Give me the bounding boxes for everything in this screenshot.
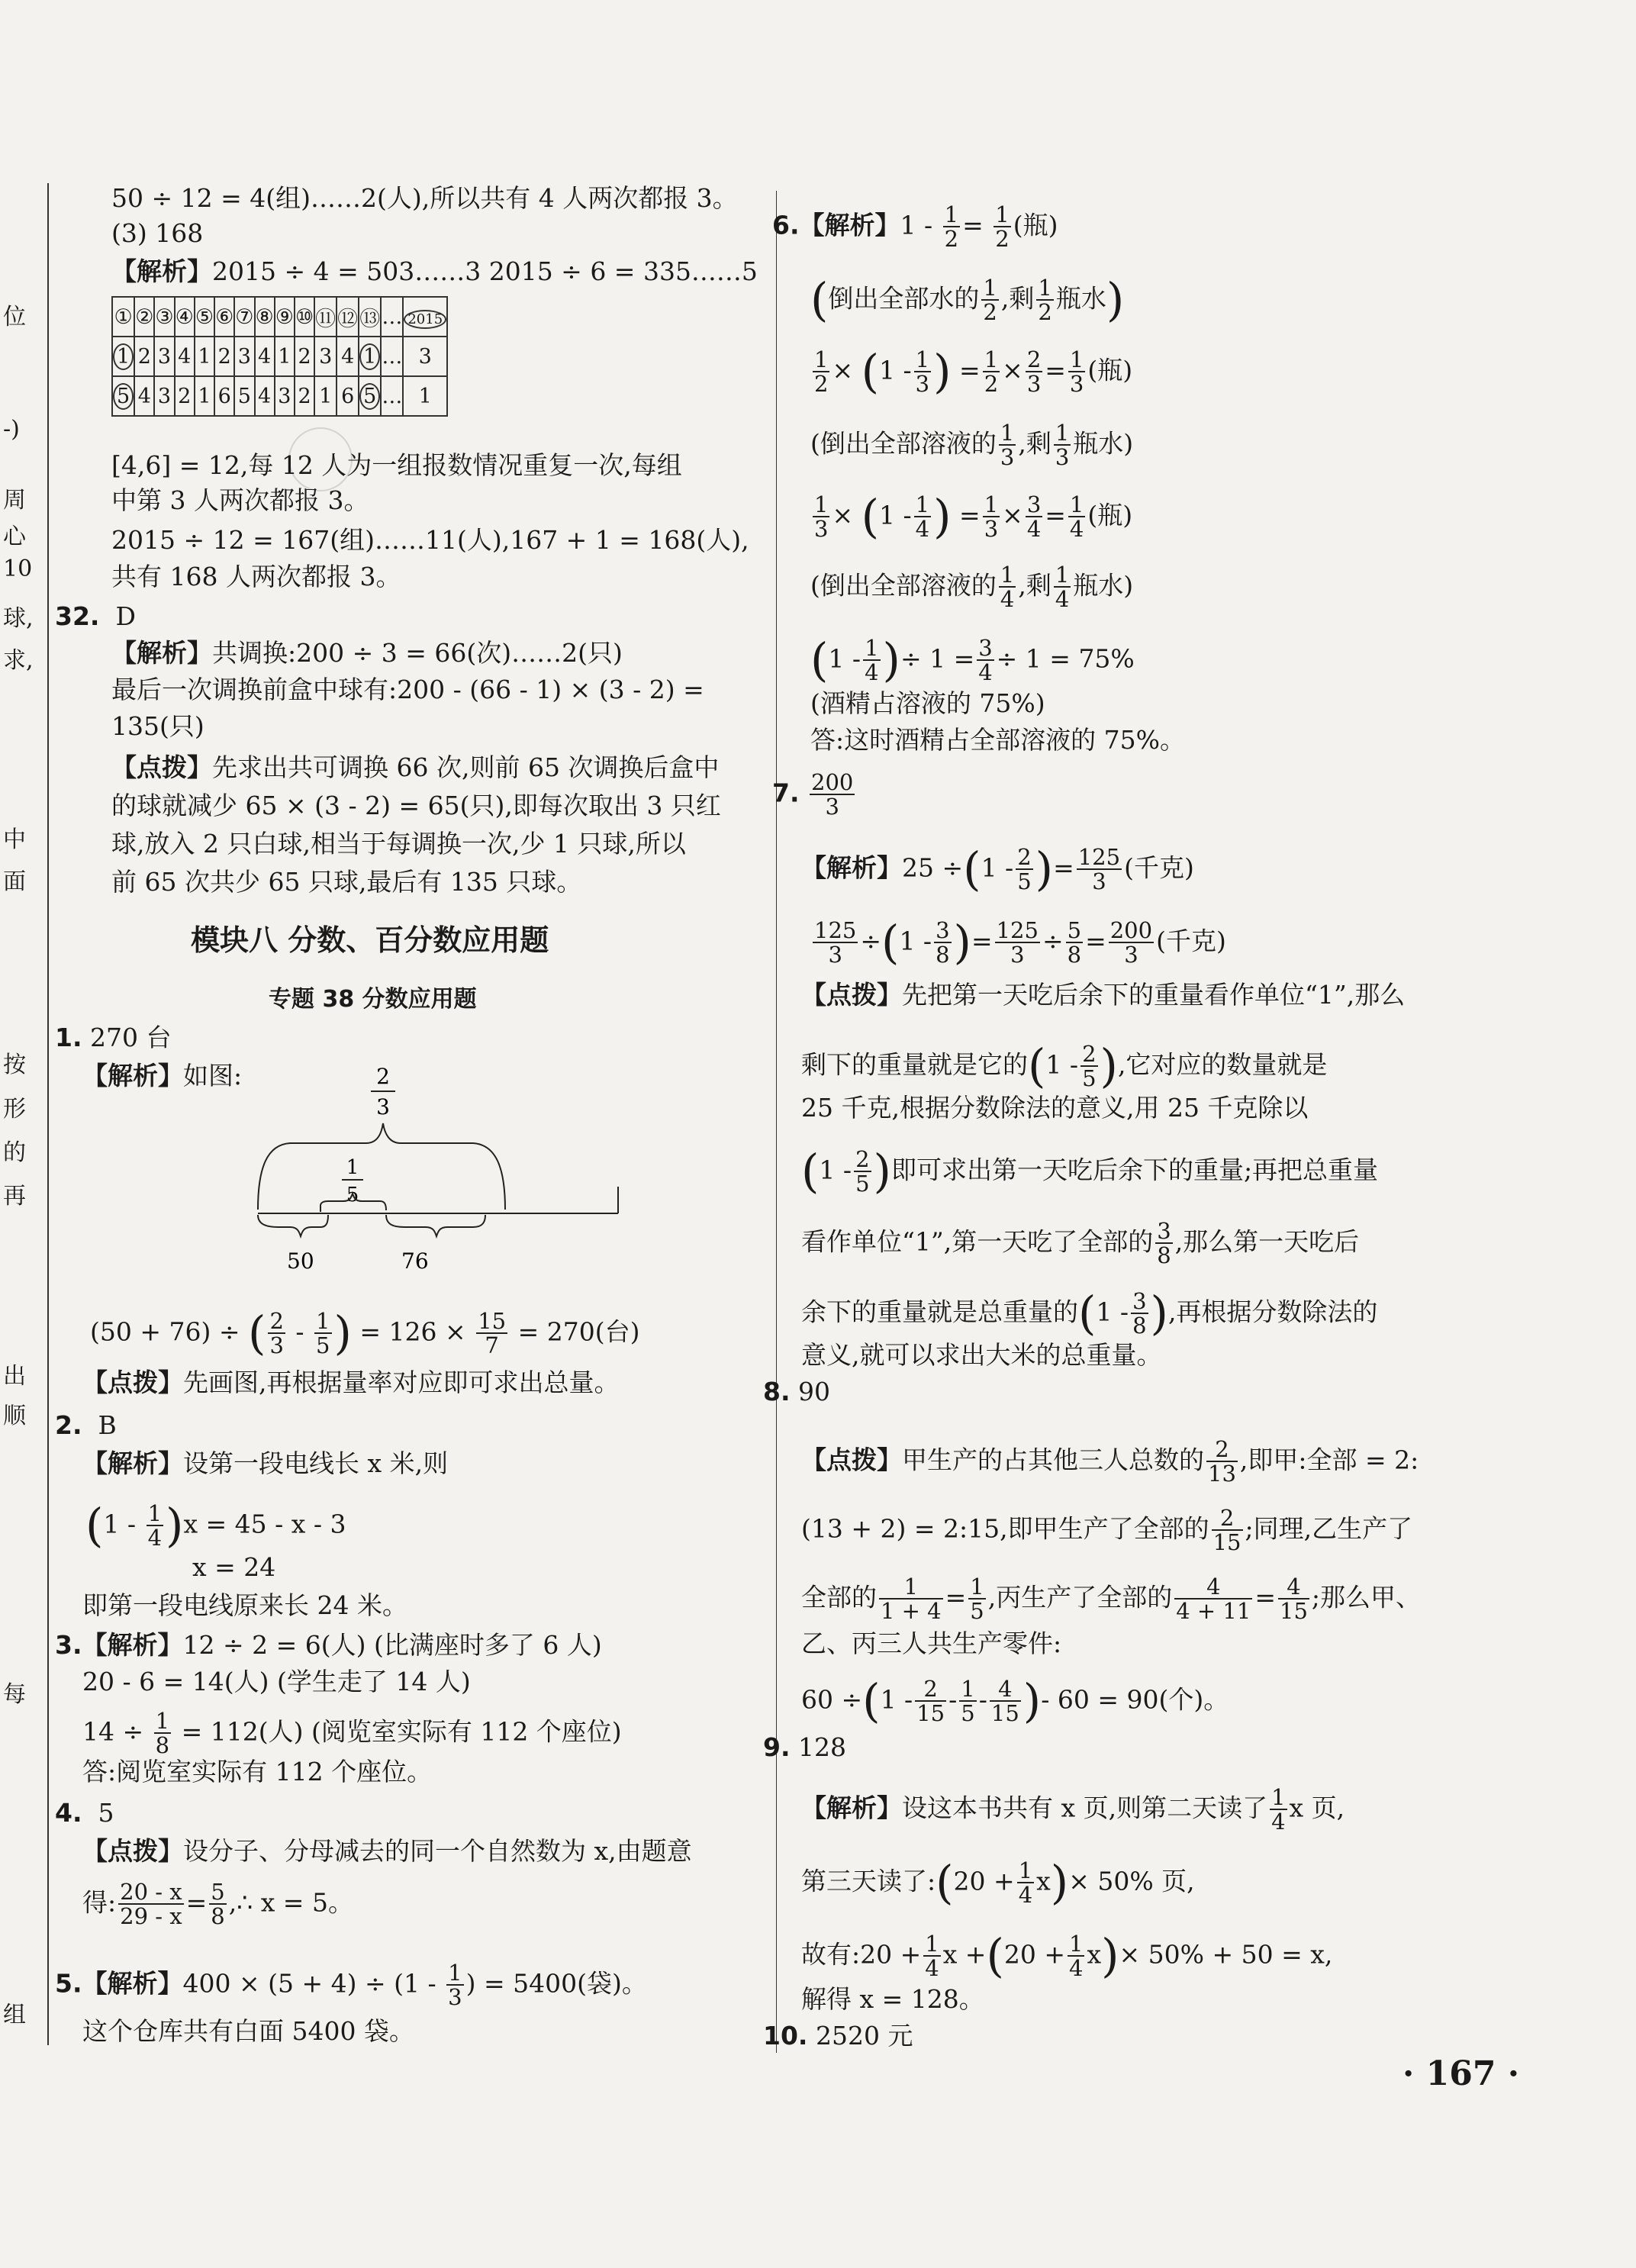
table-cell: 2 bbox=[134, 337, 154, 376]
table-cell: 3 bbox=[154, 376, 174, 416]
text-line: 25 千克,根据分数除法的意义,用 25 千克除以 bbox=[801, 1093, 1309, 1123]
table-cell: ④ bbox=[175, 297, 195, 337]
equation: 60 ÷(1 - $\frac{2}{15}$ - $\frac{1}{5}$ - $\frac{4}{15}$ )- 60 = 90(个)。 bbox=[801, 1674, 1229, 1728]
module-title: 模块八 分数、百分数应用题 bbox=[191, 923, 549, 957]
paren: ( bbox=[248, 1306, 266, 1361]
tag: 【解析】 bbox=[82, 1968, 183, 1999]
text-line: 乙、丙三人共生产零件: bbox=[801, 1629, 1062, 1658]
edge-text: 组 bbox=[3, 2002, 26, 2028]
table-cell: 1 bbox=[403, 376, 447, 416]
paren: ) bbox=[166, 1499, 184, 1553]
edge-text: 每 bbox=[3, 1681, 26, 1708]
table-cell: 4 bbox=[175, 337, 195, 376]
equation: $\frac{125}{3}$ ÷(1 - $\frac{3}{8}$ )= $\frac{125}{3}$ ÷ $\frac{5}{8}$ = $\frac{200}{3}$ (千克) bbox=[814, 916, 1226, 970]
equation: 剩下的重量就是它的(1 - $\frac{2}{5}$ ),它对应的数量就是 bbox=[801, 1039, 1328, 1094]
question-number: 4. bbox=[55, 1798, 82, 1828]
equation: 余下的重量就是总重量的(1 - $\frac{3}{8}$ ),再根据分数除法的 bbox=[801, 1287, 1378, 1341]
answer: 128 bbox=[798, 1732, 846, 1762]
text: 设分子、分母减去的同一个自然数为 x,由题意 bbox=[183, 1836, 692, 1866]
column-rule-left bbox=[47, 183, 49, 2045]
question-number: 32. bbox=[55, 601, 100, 631]
fraction: $\frac{1}{2}$ bbox=[995, 201, 1010, 253]
equation: 【解析】25 ÷(1 - $\frac{2}{5}$ )= $\frac{125}{3}$ (千克) bbox=[801, 842, 1194, 897]
eq-part: (50 + 76) ÷ bbox=[90, 1316, 240, 1347]
edge-text: 周 bbox=[3, 487, 26, 514]
paren: ( bbox=[85, 1499, 104, 1553]
text-line bbox=[111, 636, 623, 670]
fraction: $\frac{1}{2}$ bbox=[1038, 275, 1052, 326]
text: 共调换:200 ÷ 3 = 66(次)……2(只) bbox=[212, 638, 623, 668]
text-line: 中第 3 人两次都报 3。 bbox=[111, 485, 369, 515]
edge-text: 位 bbox=[3, 304, 26, 330]
tag: 【解析】 bbox=[82, 1630, 183, 1660]
text-line: 共有 168 人两次都报 3。 bbox=[111, 562, 401, 591]
question-3 bbox=[55, 1629, 602, 1662]
fraction: $\frac{1}{8}$ bbox=[155, 1708, 170, 1759]
table-cell: ② bbox=[134, 297, 154, 337]
label-50: 50 bbox=[287, 1248, 314, 1274]
eq-part: 1 - bbox=[103, 1509, 137, 1539]
text-line: 2015 ÷ 12 = 167(组)……11(人),167 + 1 = 168(人), bbox=[111, 525, 749, 555]
text-line bbox=[82, 1447, 448, 1480]
text-line: [4,6] = 12,每 12 人为一组报数情况重复一次,每组 bbox=[111, 450, 682, 480]
question-number: 9. bbox=[763, 1732, 791, 1762]
eq-part: = 270(台) bbox=[517, 1316, 640, 1347]
tag: 【点拨】 bbox=[801, 980, 902, 1010]
text-line: x = 24 bbox=[192, 1552, 276, 1582]
fraction-mid-numerator: 1 bbox=[346, 1156, 359, 1179]
eq-part: = 112(人) (阅览室实际有 112 个座位) bbox=[181, 1716, 622, 1747]
question-1 bbox=[55, 1021, 171, 1055]
fraction: $\frac{5}{8}$ bbox=[211, 1879, 225, 1930]
table-cell: 3 bbox=[275, 376, 295, 416]
tag: 【解析】 bbox=[799, 210, 900, 240]
fraction-top-denominator: 3 bbox=[376, 1094, 390, 1120]
table-cell: 1 bbox=[195, 376, 214, 416]
table-cell: 5 bbox=[234, 376, 254, 416]
eq-part: = bbox=[185, 1887, 208, 1918]
text-line: 解得 x = 128。 bbox=[801, 1984, 984, 2014]
answer: 5 bbox=[98, 1798, 114, 1828]
line-segment-diagram bbox=[244, 1053, 641, 1297]
table-cell: ⑧ bbox=[255, 297, 275, 337]
text: 先画图,再根据量率对应即可求出总量。 bbox=[183, 1368, 620, 1397]
question-2 bbox=[55, 1409, 117, 1442]
fraction: $\frac{15}{7}$ bbox=[478, 1308, 507, 1359]
table-cell: 4 bbox=[134, 376, 154, 416]
edge-text: 10 bbox=[3, 556, 33, 582]
edge-text: 再 bbox=[3, 1183, 26, 1210]
equation: $\frac{1}{3}$ × (1 - $\frac{1}{4}$ ) = $\frac{1}{3}$ × $\frac{3}{4}$ = $\frac{1}{4}$ (瓶) bbox=[814, 490, 1133, 544]
equation bbox=[90, 1306, 640, 1361]
question-9 bbox=[763, 1731, 846, 1764]
page-number: · 167 · bbox=[1403, 2054, 1520, 2093]
text-line: 即第一段电线原来长 24 米。 bbox=[82, 1590, 407, 1620]
column-rule-middle bbox=[776, 191, 777, 2053]
edge-text: 按 bbox=[3, 1052, 26, 1078]
table-cell: 4 bbox=[255, 337, 275, 376]
text-line: 135(只) bbox=[111, 711, 204, 741]
edge-text: 出 bbox=[3, 1363, 26, 1390]
tag: 【解析】 bbox=[82, 1061, 183, 1091]
eq-part: x = 45 - x - 3 bbox=[183, 1509, 346, 1539]
table-cell: 3 bbox=[314, 337, 337, 376]
edge-text: -) bbox=[3, 416, 20, 443]
text-line bbox=[82, 1059, 242, 1093]
text-line: 答:这时酒精占全部溶液的 75%。 bbox=[810, 725, 1185, 755]
equation: 全部的 $\frac{1}{1 + 4}$ = $\frac{1}{5}$ ,丙生产了全部的 $\frac{4}{4 + 11}$ = $\frac{4}{15}$ ;那么甲、 bbox=[801, 1574, 1422, 1625]
table-cell: ⑩ bbox=[295, 297, 314, 337]
tag: 【解析】 bbox=[82, 1448, 183, 1478]
eq-part: ,∴ x = 5。 bbox=[228, 1887, 353, 1918]
fraction: $\frac{1}{2}$ bbox=[944, 201, 959, 253]
text-line: (3) 168 bbox=[111, 218, 204, 248]
fraction: $\frac{1}{5}$ bbox=[316, 1308, 330, 1359]
equation: 第三天读了:(20 + $\frac{1}{4}$ x)× 50% 页, bbox=[801, 1856, 1195, 1910]
text-line bbox=[82, 1835, 692, 1868]
tag: 【点拨】 bbox=[82, 1836, 183, 1866]
eq-part: 得: bbox=[82, 1887, 117, 1918]
text-line: 前 65 次共少 65 只球,最后有 135 只球。 bbox=[111, 867, 582, 897]
table-cell: 2 bbox=[295, 337, 314, 376]
fraction-mid-denominator: 5 bbox=[346, 1184, 359, 1206]
equation: (倒出全部溶液的 $\frac{1}{3}$ ,剩 $\frac{1}{3}$ 瓶水) bbox=[810, 420, 1134, 471]
question-number: 1. bbox=[55, 1023, 82, 1052]
table-cell: ① bbox=[112, 297, 134, 337]
fraction: $\frac{2}{3}$ bbox=[269, 1308, 284, 1359]
table-cell: ⑤ bbox=[195, 297, 214, 337]
table-cell: ⑥ bbox=[214, 297, 234, 337]
fraction-top-numerator: 2 bbox=[376, 1064, 390, 1089]
answer: 270 台 bbox=[90, 1023, 172, 1052]
outer-brace bbox=[258, 1123, 505, 1210]
question-6: 6.【解析】1 - $\frac{1}{2}$ = $\frac{1}{2}$ (瓶) bbox=[772, 201, 1058, 253]
table-cell: 5 bbox=[359, 376, 381, 416]
answer-fraction: $\frac{200}{3}$ bbox=[811, 769, 854, 820]
eq-part: - bbox=[295, 1316, 304, 1347]
table-cell: 2 bbox=[295, 376, 314, 416]
edge-text: 的 bbox=[3, 1139, 26, 1166]
table-cell: 4 bbox=[255, 376, 275, 416]
answer: D bbox=[115, 601, 136, 631]
fraction: $\frac{1}{3}$ bbox=[448, 1960, 462, 2011]
edge-text: 中 bbox=[3, 826, 26, 853]
table-cell: 1 bbox=[112, 337, 134, 376]
edge-text: 求, bbox=[3, 647, 34, 674]
tag: 【解析】 bbox=[111, 256, 212, 286]
table-row bbox=[112, 376, 447, 416]
table-cell: 3 bbox=[154, 337, 174, 376]
table-cell: ⑦ bbox=[234, 297, 254, 337]
equation: (倒出全部溶液的 $\frac{1}{4}$ ,剩 $\frac{1}{4}$ 瓶水) bbox=[810, 562, 1134, 613]
answer: B bbox=[98, 1410, 117, 1440]
question-5 bbox=[55, 1961, 647, 2009]
text-line: (酒精占溶液的 75%) bbox=[810, 688, 1045, 718]
edge-text: 面 bbox=[3, 868, 26, 895]
brace-50 bbox=[258, 1215, 328, 1236]
question-10 bbox=[763, 2019, 913, 2053]
equation: (13 + 2) = 2:15,即甲生产了全部的 $\frac{2}{15}$ ;同理,乙生产了 bbox=[801, 1505, 1413, 1556]
text: 先求出共可调换 66 次,则前 65 次调换后盒中 bbox=[212, 752, 720, 782]
text: 12 ÷ 2 = 6(人) (比满座时多了 6 人) bbox=[182, 1630, 602, 1660]
brace-76 bbox=[386, 1215, 485, 1236]
text-line: 这个仓库共有白面 5400 袋。 bbox=[82, 2016, 414, 2046]
table-row bbox=[112, 337, 447, 376]
eq-part: = 126 × bbox=[359, 1316, 466, 1347]
question-number: 7. bbox=[772, 778, 800, 808]
table-cell: ⑨ bbox=[275, 297, 295, 337]
answer: 90 bbox=[798, 1377, 830, 1406]
question-number: 10. bbox=[763, 2021, 808, 2051]
table-cell: 2015 bbox=[403, 297, 447, 337]
fraction: $\frac{1}{2}$ bbox=[983, 275, 997, 326]
question-32 bbox=[55, 600, 136, 633]
question-number: 5. bbox=[55, 1968, 82, 1999]
fraction: $\frac{20 - x}{29 - x}$ bbox=[120, 1879, 182, 1930]
table-cell: 6 bbox=[337, 376, 359, 416]
question-4 bbox=[55, 1796, 114, 1830]
table-cell: 1 bbox=[314, 376, 337, 416]
equation: 【点拨】甲生产的占其他三人总数的 $\frac{2}{13}$ ,即甲:全部 = 2: bbox=[801, 1436, 1419, 1487]
equation: (1 - $\frac{1}{4}$ )÷ 1 = $\frac{3}{4}$ ÷ 1 = 75% bbox=[810, 633, 1135, 688]
tag: 【解析】 bbox=[111, 638, 212, 668]
text-line: 球,放入 2 只白球,相当于每调换一次,少 1 只球,所以 bbox=[111, 829, 686, 859]
text-line bbox=[111, 255, 758, 288]
report-number-table bbox=[111, 296, 448, 417]
question-number: 3. bbox=[55, 1630, 82, 1660]
text-line: 的球就减少 65 × (3 - 2) = 65(只),即每次取出 3 只红 bbox=[111, 791, 721, 820]
edge-text: 形 bbox=[3, 1096, 26, 1123]
fraction: $\frac{1}{4}$ bbox=[147, 1500, 163, 1551]
tag: 【点拨】 bbox=[82, 1368, 183, 1397]
table-cell: 5 bbox=[112, 376, 134, 416]
text: 2015 ÷ 4 = 503……3 2015 ÷ 6 = 335……5 bbox=[212, 256, 758, 286]
table-cell: ⑬ bbox=[359, 297, 381, 337]
eq-part: 14 ÷ bbox=[82, 1716, 144, 1747]
table-cell: 1 bbox=[275, 337, 295, 376]
text-line bbox=[801, 978, 1405, 1012]
text: 如图: bbox=[183, 1061, 243, 1091]
topic-title: 专题 38 分数应用题 bbox=[269, 986, 477, 1013]
table-cell: 6 bbox=[214, 376, 234, 416]
eq-part: 400 × (5 + 4) ÷ (1 - bbox=[182, 1968, 436, 1999]
table-cell: … bbox=[381, 376, 403, 416]
edge-text: 顺 bbox=[3, 1403, 26, 1429]
table-cell: … bbox=[381, 297, 403, 337]
text-line bbox=[82, 1366, 620, 1400]
question-number: 6. bbox=[772, 210, 800, 240]
table-cell: 1 bbox=[359, 337, 381, 376]
text: 设第一段电线长 x 米,则 bbox=[183, 1448, 449, 1478]
paren: ) bbox=[333, 1306, 352, 1361]
edge-text: 心 bbox=[3, 524, 26, 550]
table-cell: ⑫ bbox=[337, 297, 359, 337]
table-cell: 2 bbox=[214, 337, 234, 376]
table-cell: 3 bbox=[403, 337, 447, 376]
answer: 2520 元 bbox=[815, 2021, 913, 2051]
text: 先把第一天吃后余下的重量看作单位“1”,那么 bbox=[902, 980, 1406, 1010]
equation: 看作单位“1”,第一天吃了全部的 $\frac{3}{8}$ ,那么第一天吃后 bbox=[801, 1218, 1360, 1269]
equation: 故有:20 + $\frac{1}{4}$ x +(20 + $\frac{1}{4}$ x)× 50% + 50 = x, bbox=[801, 1929, 1333, 1983]
equation: $\frac{1}{2}$ × (1 - $\frac{1}{3}$ ) = $\frac{1}{2}$ × $\frac{2}{3}$ = $\frac{1}{3}$ (瓶) bbox=[814, 345, 1133, 399]
table-cell: ⑪ bbox=[314, 297, 337, 337]
text-line: 20 - 6 = 14(人) (学生走了 14 人) bbox=[82, 1667, 471, 1696]
question-7 bbox=[772, 771, 857, 819]
label-76: 76 bbox=[401, 1248, 429, 1274]
table-row bbox=[112, 297, 447, 337]
text-line: 50 ÷ 12 = 4(组)……2(人),所以共有 4 人两次都报 3。 bbox=[111, 183, 738, 213]
edge-text: 球, bbox=[3, 605, 34, 632]
equation: (倒出全部水的 $\frac{1}{2}$ ,剩 $\frac{1}{2}$ 瓶水) bbox=[810, 273, 1125, 327]
text-line: 意义,就可以求出大米的总重量。 bbox=[801, 1340, 1162, 1370]
text-line bbox=[111, 751, 719, 784]
table-cell: ③ bbox=[154, 297, 174, 337]
table-cell: 4 bbox=[337, 337, 359, 376]
tag: 【点拨】 bbox=[111, 752, 212, 782]
text-line: 答:阅览室实际有 112 个座位。 bbox=[82, 1757, 433, 1786]
text-line: 最后一次调换前盒中球有:200 - (66 - 1) × (3 - 2) = bbox=[111, 675, 704, 704]
equation: (1 - $\frac{2}{5}$ )即可求出第一天吃后余下的重量;再把总重量 bbox=[801, 1145, 1379, 1199]
equation bbox=[82, 1709, 622, 1757]
question-number: 8. bbox=[763, 1377, 791, 1406]
table-cell: 3 bbox=[234, 337, 254, 376]
tag: 【解析】 bbox=[801, 1793, 902, 1823]
question-8 bbox=[763, 1375, 830, 1409]
equation bbox=[85, 1499, 346, 1553]
table-cell: 2 bbox=[175, 376, 195, 416]
table-cell: … bbox=[381, 337, 403, 376]
equation: 【解析】设这本书共有 x 页,则第二天读了 $\frac{1}{4}$ x 页, bbox=[801, 1784, 1345, 1835]
tag: 【点拨】 bbox=[801, 1445, 902, 1475]
eq-part: ) = 5400(袋)。 bbox=[465, 1968, 647, 1999]
equation bbox=[82, 1880, 353, 1928]
tag: 【解析】 bbox=[801, 852, 902, 883]
question-number: 2. bbox=[55, 1410, 82, 1440]
table-cell: 1 bbox=[195, 337, 214, 376]
